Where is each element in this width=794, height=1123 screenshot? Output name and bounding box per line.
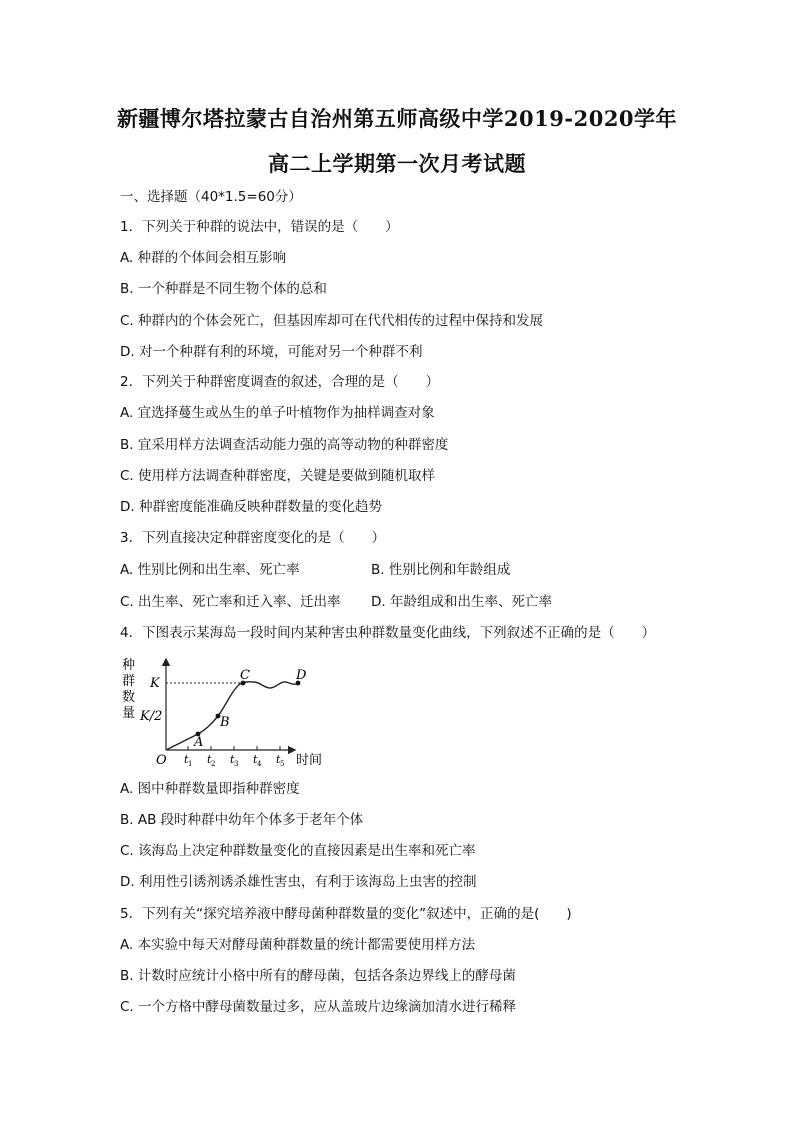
x-tick-t2 xyxy=(207,746,215,768)
population-growth-figure xyxy=(118,654,333,772)
document-title-line2: 高二上学期第一次月考试题 xyxy=(268,151,526,176)
q2-option-c: C. 使用样方法调查种群密度，关键是要做到随机取样 xyxy=(120,468,436,484)
q1-option-a: A. 种群的个体间会相互影响 xyxy=(120,250,287,266)
x-tick-t4-sub: 4 xyxy=(257,760,262,768)
point-b-label: B xyxy=(220,715,230,730)
population-curve xyxy=(166,682,298,750)
y-axis-label-char-3: 数 xyxy=(122,690,136,705)
q2-option-b: B. 宜采用样方法调查活动能力强的高等动物的种群密度 xyxy=(120,437,449,453)
q4-stem: 4．下图表示某海岛一段时间内某种害虫种群数量变化曲线，下列叙述不正确的是（ ） xyxy=(120,625,656,641)
document-title-line1: 新疆博尔塔拉蒙古自治州第五师高级中学2019-2020学年 xyxy=(116,106,678,131)
q3-stem: 3．下列直接决定种群密度变化的是（ ） xyxy=(120,530,386,546)
y-label-k: K xyxy=(150,676,160,691)
x-tick-t5 xyxy=(276,746,284,768)
q4-option-c: C. 该海岛上决定种群数量变化的直接因素是出生率和死亡率 xyxy=(120,843,476,859)
q5-option-b: B. 计数时应统计小格中所有的酵母菌，包括各条边界线上的酵母菌 xyxy=(120,968,516,984)
q2-stem: 2．下列关于种群密度调查的叙述，合理的是（ ） xyxy=(120,374,440,390)
q4-option-d: D. 利用性引诱剂诱杀雄性害虫，有利于该海岛上虫害的控制 xyxy=(120,874,477,890)
x-tick-t3-sub: 3 xyxy=(234,760,239,768)
q1-stem: 1．下列关于种群的说法中，错误的是（ ） xyxy=(120,219,399,235)
section-heading: 一、选择题（40*1.5=60分） xyxy=(120,189,302,205)
q4-option-a: A. 图中种群数量即指种群密度 xyxy=(120,781,300,797)
x-tick-t1 xyxy=(184,746,192,768)
y-axis-label-char-2: 群 xyxy=(122,674,136,689)
q5-option-c: C. 一个方格中酵母菌数量过多，应从盖玻片边缘滴加清水进行稀释 xyxy=(120,999,517,1015)
q2-option-a: A. 宜选择蔓生或丛生的单子叶植物作为抽样调查对象 xyxy=(120,405,435,421)
q3-option-d: D. 年龄组成和出生率、死亡率 xyxy=(371,594,552,610)
point-a-label: A xyxy=(194,735,204,750)
q5-stem: 5．下列有关“探究培养液中酵母菌种群数量的变化”叙述中，正确的是( ) xyxy=(120,906,572,922)
x-axis-label: 时间 xyxy=(296,753,323,768)
q3-option-c: C. 出生率、死亡率和迁入率、迁出率 xyxy=(120,594,341,610)
origin-label: O xyxy=(156,753,167,768)
q4-option-b: B. AB 段时种群中幼年个体多于老年个体 xyxy=(120,812,364,828)
q1-option-c: C. 种群内的个体会死亡，但基因库却可在代代相传的过程中保持和发展 xyxy=(120,313,544,329)
q3-option-b: B. 性别比例和年龄组成 xyxy=(371,562,511,578)
x-tick-t3-label: t xyxy=(230,753,235,766)
x-tick-t1-sub: 1 xyxy=(188,760,193,768)
x-tick-t2-label: t xyxy=(207,753,212,766)
y-label-k-half: K/2 xyxy=(140,709,163,724)
x-tick-t4-label: t xyxy=(253,753,258,766)
x-tick-t5-sub: 5 xyxy=(280,760,285,768)
x-tick-t3 xyxy=(230,746,238,768)
y-axis-label-char-1: 种 xyxy=(122,658,136,673)
q5-option-a: A. 本实验中每天对酵母菌种群数量的统计都需要使用样方法 xyxy=(120,937,476,953)
x-tick-t5-label: t xyxy=(276,753,281,766)
x-tick-t1-label: t xyxy=(184,753,189,766)
x-tick-t4 xyxy=(253,746,262,768)
q3-option-a: A. 性别比例和出生率、死亡率 xyxy=(120,562,300,578)
x-tick-t2-sub: 2 xyxy=(211,760,216,768)
point-c-label: C xyxy=(240,668,250,683)
q2-option-d: D. 种群密度能准确反映种群数量的变化趋势 xyxy=(120,499,382,515)
q1-option-b: B. 一个种群是不同生物个体的总和 xyxy=(120,281,327,297)
y-axis-label-char-4: 量 xyxy=(122,706,136,721)
point-d-label: D xyxy=(296,668,307,683)
q1-option-d: D. 对一个种群有利的环境，可能对另一个种群不利 xyxy=(120,344,423,360)
